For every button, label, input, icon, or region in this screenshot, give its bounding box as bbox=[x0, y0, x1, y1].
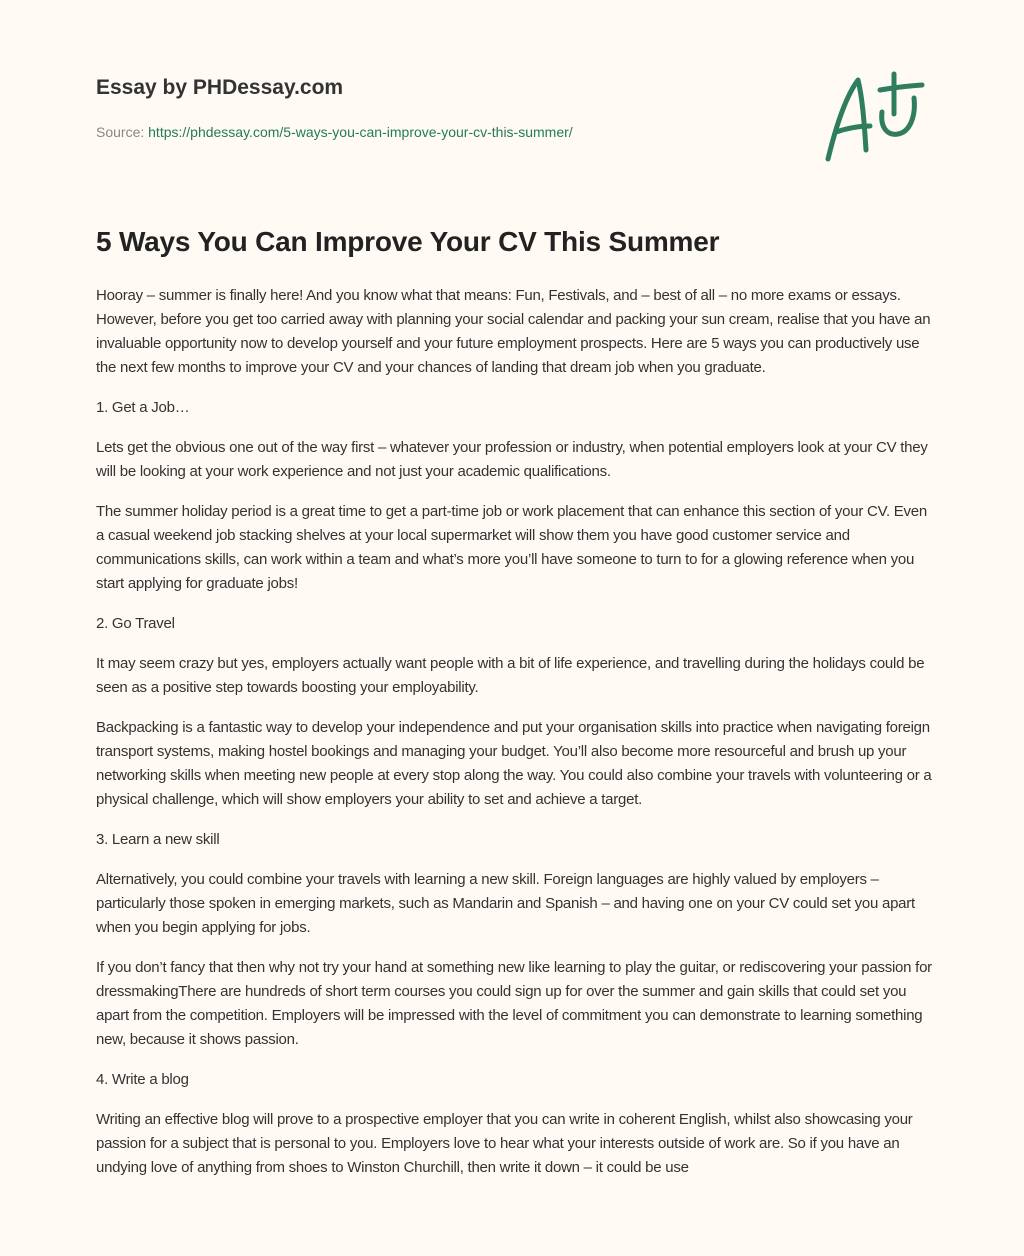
a-plus-logo-icon bbox=[818, 66, 928, 166]
paragraph: Alternatively, you could combine your travels with learning a new skill. Foreign languages are highly valued by employers – particularly those spoken in emerging markets, such as Mandarin and Spanish – and having one on your CV could set you apart when you begin applying for jobs. bbox=[96, 871, 915, 936]
section-heading: 3. Learn a new skill bbox=[96, 831, 220, 848]
paragraph: If you don’t fancy that then why not try your hand at something new like learning to play the guitar, or rediscovering your passion for dressmakingThere are hundreds of short term courses you could sign up for over the summer and gain skills that could set you apart from the competition. Employers will be impressed with the level of commitment you can demonstrate to learning something new, because it shows passion. bbox=[96, 959, 932, 1048]
paragraph: Writing an effective blog will prove to a prospective employer that you can write in coherent English, whilst also showcasing your passion for a subject that is personal to you. Employers love to hear what your interests outside of work are. So if you have an undying love of anything from shoes to Winston Churchill, then write it down – it could be use bbox=[96, 1111, 913, 1176]
article-body bbox=[96, 284, 932, 1196]
source-line bbox=[96, 124, 573, 140]
source-label: Source: bbox=[96, 124, 145, 140]
paragraph: Backpacking is a fantastic way to develop your independence and put your organisation skills into practice when navigating foreign transport systems, making hostel bookings and managing your budget. You’ll also become more resourceful and brush up your networking skills when meeting new people at every stop along the way. You could also combine your travels with volunteering or a physical challenge, which will show employers your ability to set and achieve a target. bbox=[96, 719, 932, 808]
section-heading: 4. Write a blog bbox=[96, 1071, 189, 1088]
paragraph: The summer holiday period is a great time to get a part-time job or work placement that can enhance this section of your CV. Even a casual weekend job stacking shelves at your local supermarket will show them you have good customer service and communications skills, can work within a team and what’s more you’ll have someone to turn to for a glowing reference when you start applying for graduate jobs! bbox=[96, 503, 927, 592]
article-title: 5 Ways You Can Improve Your CV This Summer bbox=[96, 226, 720, 257]
source-link[interactable]: https://phdessay.com/5-ways-you-can-improve-your-cv-this-summer/ bbox=[148, 124, 573, 140]
section-heading: 1. Get a Job… bbox=[96, 399, 190, 416]
intro-paragraph: Hooray – summer is finally here! And you know what that means: Fun, Festivals, and – best of all – no more exams or essays. However, before you get too carried away with planning your social calendar and packing your sun cream, realise that you have an invaluable opportunity now to develop yourself and your future employment prospects. Here are 5 ways you can productively use the next few months to improve your CV and your chances of landing that dream job when you graduate. bbox=[96, 287, 931, 376]
paragraph: Lets get the obvious one out of the way first – whatever your profession or industry, when potential employers look at your CV they will be looking at your work experience and not just your academic qualifications. bbox=[96, 439, 928, 480]
section-heading: 2. Go Travel bbox=[96, 615, 175, 632]
site-title: Essay by PHDessay.com bbox=[96, 76, 344, 99]
paragraph: It may seem crazy but yes, employers actually want people with a bit of life experience, and travelling during the holidays could be seen as a positive step towards boosting your employability. bbox=[96, 655, 925, 696]
